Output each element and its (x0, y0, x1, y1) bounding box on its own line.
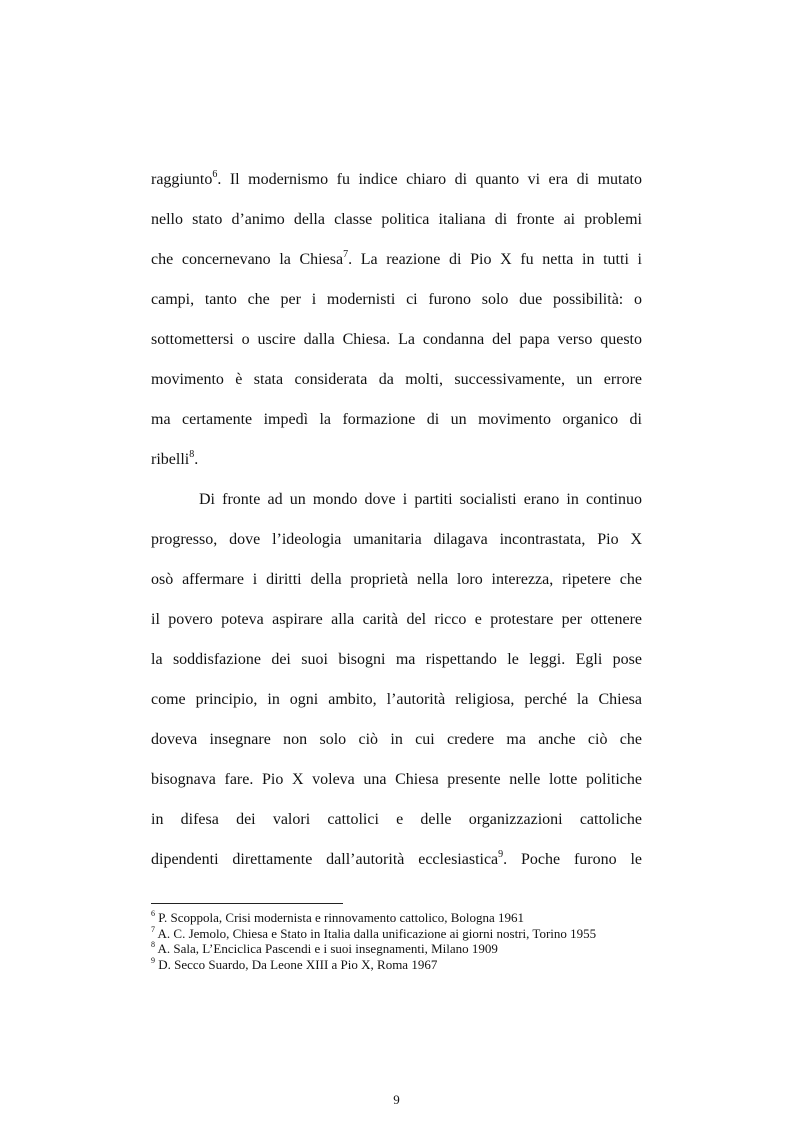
footnote-separator (151, 903, 343, 904)
text-line: ribelli$^8$. (151, 448, 199, 468)
text-line: bisognava fare. Pio X voleva una Chiesa presente nelle lotte politiche (151, 771, 642, 788)
footnote-ref[interactable]: 8 (189, 448, 195, 460)
footnote: $^9$ D. Secco Suardo, Da Leone XIII a Pio X, Roma 1967 (151, 955, 438, 972)
text-line: che concernevano la Chiesa$^7$. La reazione di Pio X fu netta in tutti i (151, 248, 642, 268)
text-line: il povero poteva aspirare alla carità del ricco e protestare per ottenere (151, 611, 642, 628)
footnote-ref[interactable]: 9 (498, 848, 504, 860)
text-line: nello stato d’animo della classe politica italiana di fronte ai problemi (151, 211, 642, 228)
text-line: la soddisfazione dei suoi bisogni ma rispettando le leggi. Egli pose (151, 651, 642, 668)
page-number: 9 (393, 1092, 400, 1107)
footnote-ref[interactable]: 7 (343, 248, 349, 260)
text-line: osò affermare i diritti della proprietà nella loro interezza, ripetere che (151, 571, 642, 588)
footnote: $^7$ A. C. Jemolo, Chiesa e Stato in Italia dalla unificazione ai giorni nostri, Torino 1955 (151, 924, 597, 941)
text-line: doveva insegnare non solo ciò in cui credere ma anche ciò che (151, 731, 642, 748)
text-line: movimento è stata considerata da molti, successivamente, un errore (151, 371, 642, 388)
text-line: progresso, dove l’ideologia umanitaria dilagava incontrastata, Pio X (151, 531, 642, 548)
text-line: ma certamente impedì la formazione di un movimento organico di (151, 411, 642, 428)
text-line: campi, tanto che per i modernisti ci furono solo due possibilità: o (151, 291, 642, 308)
text-line: sottomettersi o uscire dalla Chiesa. La condanna del papa verso questo (151, 331, 642, 348)
footnote: $^8$ A. Sala, L’Enciclica Pascendi e i suoi insegnamenti, Milano 1909 (151, 939, 498, 956)
text-line: raggiunto$^6$. Il modernismo fu indice chiaro di quanto vi era di mutato (151, 168, 642, 188)
footnote-ref[interactable]: 6 (212, 168, 218, 180)
text-line: in difesa dei valori cattolici e delle organizzazioni cattoliche (151, 811, 642, 828)
text-line: come principio, in ogni ambito, l’autorità religiosa, perché la Chiesa (151, 691, 642, 708)
text-line: dipendenti direttamente dall’autorità ecclesiastica$^9$. Poche furono le (151, 848, 642, 868)
text-line: Di fronte ad un mondo dove i partiti socialisti erano in continuo (199, 491, 642, 508)
footnote: $^6$ P. Scoppola, Crisi modernista e rinnovamento cattolico, Bologna 1961 (151, 908, 525, 925)
